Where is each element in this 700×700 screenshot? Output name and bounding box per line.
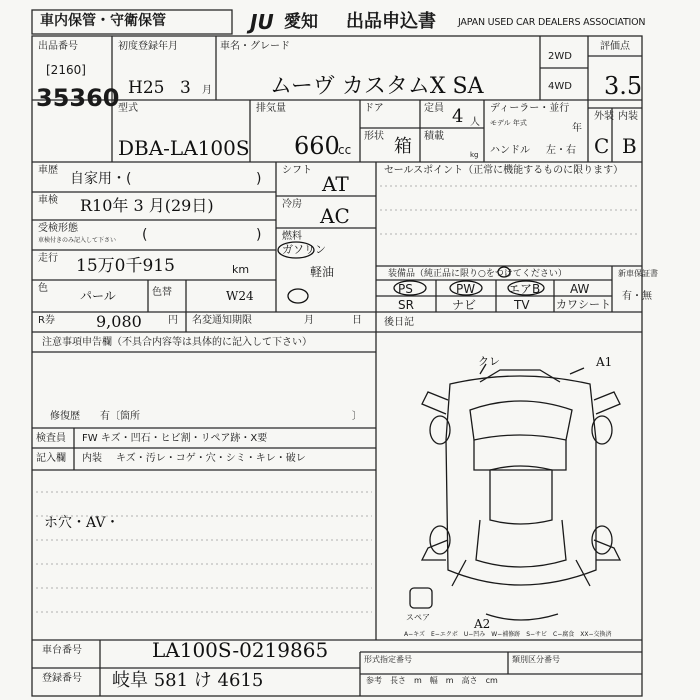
inspector-row2-prefix: 内装 (82, 453, 102, 464)
rating-label: 評価点 (600, 41, 630, 52)
equipment-item: AW (570, 282, 590, 296)
cooler-value: AC (320, 204, 350, 228)
color-label: 色 (38, 283, 48, 294)
notes-label: 注意事項申告欄（不具合内容等は具体的に記入して下さい） (42, 337, 312, 348)
recipient-label: 受検形態 (38, 223, 78, 234)
capacity-value: 4 (452, 106, 464, 127)
equipment-item: PS (398, 282, 413, 296)
lot-label: 出品番号 (38, 41, 78, 52)
load-label: 積載 (424, 131, 444, 142)
equipment-item: カワシート (556, 298, 611, 311)
interior-value: B (622, 134, 637, 158)
registration-value: 岐阜 581 け 4615 (112, 670, 264, 691)
first-registration-month: 3 (180, 78, 191, 98)
repaint-label: 色替 (152, 287, 172, 298)
load-unit: kg (470, 151, 479, 159)
exterior-value: C (594, 134, 610, 158)
inspector-handwritten: ホ穴・AV・ (44, 515, 120, 531)
displacement-value: 660 (294, 132, 340, 160)
type-code-value: DBA-LA100S (118, 136, 250, 160)
inspection-value: R10年 3 月(29日) (80, 196, 214, 215)
fuel-label: 燃料 (282, 231, 302, 242)
spare-label: スペア (406, 613, 430, 622)
diagram-mark: クレ (478, 355, 500, 368)
doors-label: ドア (364, 103, 384, 114)
association-name: JAPAN USED CAR DEALERS ASSOCIATION (458, 17, 646, 28)
equipment-item: SR (398, 298, 414, 312)
warranty-label: 新車保証書 (618, 269, 658, 278)
shape-value: 箱 (394, 136, 412, 157)
rear-label: 後日記 (384, 317, 414, 328)
drive-2wd: 2WD (548, 51, 572, 62)
dealer-label: ディーラー・並行 (490, 103, 570, 114)
capacity-label: 定員 (424, 103, 444, 114)
ju-logo-icon: JU (250, 10, 274, 34)
history-label: 車歴 (38, 165, 58, 176)
equipment-item: エアB (508, 282, 541, 296)
recipient-open: ( (142, 227, 148, 243)
repair-history: 修復歴 有〔箇所 (50, 411, 140, 422)
type-code-label: 型式 (118, 103, 138, 114)
chassis-label: 車台番号 (42, 645, 82, 656)
equipment-item: PW (456, 282, 476, 296)
designation-label: 形式指定番号 (364, 655, 412, 664)
shape-label: 形状 (364, 131, 384, 142)
color-code: W24 (226, 289, 254, 303)
cooler-label: 冷房 (282, 199, 302, 210)
shift-value: AT (322, 172, 349, 196)
inspector-label2: 記入欄 (36, 453, 66, 464)
inspection-label: 車検 (38, 195, 58, 206)
model-name-label: 車名・グレード (220, 41, 290, 52)
displacement-unit: cc (338, 143, 352, 157)
recipient-close: ) (256, 227, 262, 243)
equipment-item: TV (514, 298, 530, 312)
fuel-diesel: 軽油 (310, 265, 335, 279)
history-close: ) (256, 171, 262, 187)
recipient-sub: 車検付きのみ記入して下さい (38, 237, 117, 244)
chassis-value: LA100S-0219865 (152, 638, 329, 662)
mileage-unit: km (232, 263, 250, 276)
inspector-row1: FW キズ・凹石・ヒビ割・リペア跡・X要 (82, 433, 268, 444)
tax-day-unit: 日 (352, 315, 362, 326)
color-value: パール (80, 289, 116, 303)
model-year-label: モデル 年式 (490, 119, 527, 127)
form-title: 出品申込書 (346, 11, 436, 32)
selling-point-label: セールスポイント（正常に機能するものに限ります） (384, 165, 624, 176)
exterior-label: 外装 (594, 111, 614, 122)
designation-ref: 参考 (366, 676, 382, 685)
designation-dims: 長さ m 幅 m 高さ cm (390, 676, 498, 685)
first-registration-label: 初度登録年月 (118, 41, 178, 52)
year-unit: 年 (572, 123, 582, 134)
recycle-label: R券 (38, 315, 55, 326)
diagram-mark: A1 (596, 355, 613, 369)
displacement-label: 排気量 (256, 103, 286, 114)
registration-label: 登録番号 (42, 673, 82, 684)
handle-value: 左・右 (546, 145, 576, 156)
handle-label: ハンドル (490, 145, 530, 156)
mileage-value: 15万0千915 (76, 256, 175, 276)
equipment-label: 装備品（純正品に限り○をつけてください） (388, 269, 567, 279)
capacity-unit: 人 (470, 117, 480, 128)
drive-4wd: 4WD (548, 81, 572, 92)
inspector-label: 検査員 (36, 433, 66, 444)
repair-close: 〕 (352, 411, 362, 422)
inspector-row2: キズ・汚レ・コゲ・穴・シミ・キレ・破レ (116, 453, 306, 464)
car-diagram (410, 364, 620, 620)
lot-sub-number: [2160] (46, 63, 86, 77)
model-name-value: ムーヴ カスタムX SA (270, 74, 484, 99)
tax-notice-label: 名変通知期限 (192, 315, 252, 326)
storage-note: 車内保管・守衛保管 (40, 13, 166, 29)
diagram-mark: A2 (474, 617, 491, 631)
recycle-unit: 円 (168, 315, 178, 326)
month-unit: 月 (202, 85, 212, 96)
history-value: 自家用・( (70, 171, 132, 187)
recycle-value: 9,080 (96, 312, 142, 331)
diagram-legend: A−キズ E−エクボ U−凹み W−補修跡 S−サビ C−腐食 XX−交換済 (404, 631, 612, 638)
warranty-value: 有・無 (622, 291, 652, 302)
mileage-label: 走行 (38, 253, 58, 264)
first-registration-year: H25 (128, 78, 165, 98)
equipment-item: ナビ (452, 298, 477, 312)
lot-number: 35360 (36, 84, 120, 112)
rating-value: 3.5 (604, 72, 643, 100)
tax-month-unit: 月 (304, 315, 314, 326)
fuel-gasoline: ガソリン (282, 243, 326, 256)
shift-label: シフト (282, 165, 312, 176)
interior-label: 内装 (618, 111, 638, 122)
org-name: 愛知 (284, 12, 318, 32)
designation-label2: 類別区分番号 (512, 655, 560, 664)
